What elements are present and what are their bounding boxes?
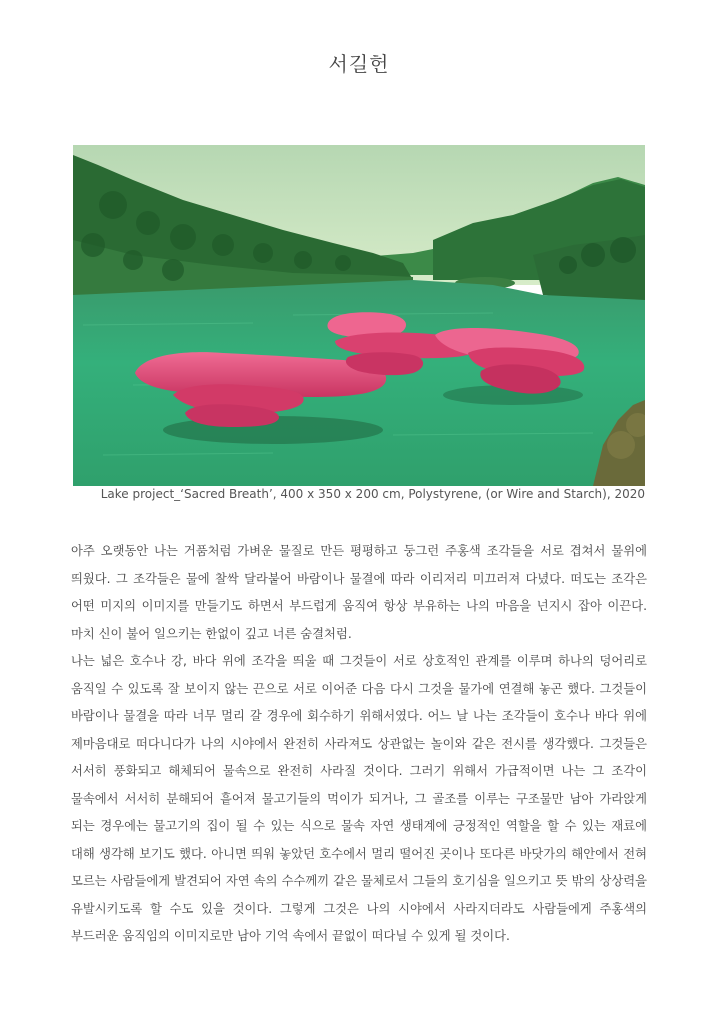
paragraph: 아주 오랫동안 나는 거품처럼 가벼운 물질로 만든 평평하고 둥그런 주홍색 조각들을 서로 겹쳐서 물위에 띄웠다. 그 조각들은 물에 찰싹 달라붙어 바람이나 물결에 따라 이리저리 미끄러져 다녔다. 떠도는 조각은 어떤 미지의 이미지를 만들기도 하면서 부드럽게 움직여 항상 부유하는 나의 마음을 넌지시 잡아 이끈다. 마치 신이 불어 일으키는 한없이 깊고 너른 숨결처럼. — [71, 544, 647, 641]
article-body — [71, 538, 647, 951]
paragraph: 나는 넓은 호수나 강, 바다 위에 조각을 띄울 때 그것들이 서로 상호적인 관계를 이루며 하나의 덩어리로 움직일 수 있도록 잘 보이지 않는 끈으로 서로 이어준 다음 다시 그것을 물가에 연결해 놓곤 했다. 그것들이 바람이나 물결을 따라 너무 멀리 갈 경우에 회수하기 위해서였다. 어느 날 나는 조각들이 호수나 바다 위에 제마음대로 떠다니다가 나의 시야에서 완전히 사라져도 상관없는 놀이와 같은 전시를 생각했다. 그것들은 서서히 풍화되고 해체되어 물속으로 완전히 사라질 것이다. 그러기 위해서 가급적이면 나는 그 조각이 물속에서 서서히 분해되어 흩어져 물고기들의 먹이가 되거나, 그 골조를 이루는 구조물만 남아 가라앉게 되는 경우에는 물고기의 집이 될 수 있는 식으로 물속 자연 생태계에 긍정적인 역할을 할 수 있는 재료에 대해 생각해 보기도 했다. 아니면 띄워 놓았던 호수에서 멀리 떨어진 곳이나 또다른 바닷가의 해안에서 전혀 모르는 사람들에게 발견되어 자연 속의 수수께끼 같은 물체로서 그들의 호기심을 일으키고 뜻 밖의 상상력을 유발시키도록 할 수도 있을 것이다. 그렇게 그것은 나의 시야에서 사라지더라도 사람들에게 주홍색의 부드러운 움직임의 이미지로만 남아 기억 속에서 끝없이 떠다닐 수 있게 될 것이다. — [71, 654, 647, 943]
figure-caption: Lake project_‘Sacred Breath’, 400 x 350 x 200 cm, Polystyrene, (or Wire and Starch), 2020 — [100, 487, 645, 501]
page-title: 서길헌 — [328, 52, 390, 76]
lake-sculpture-image — [73, 145, 645, 486]
artwork-photo — [73, 145, 645, 486]
